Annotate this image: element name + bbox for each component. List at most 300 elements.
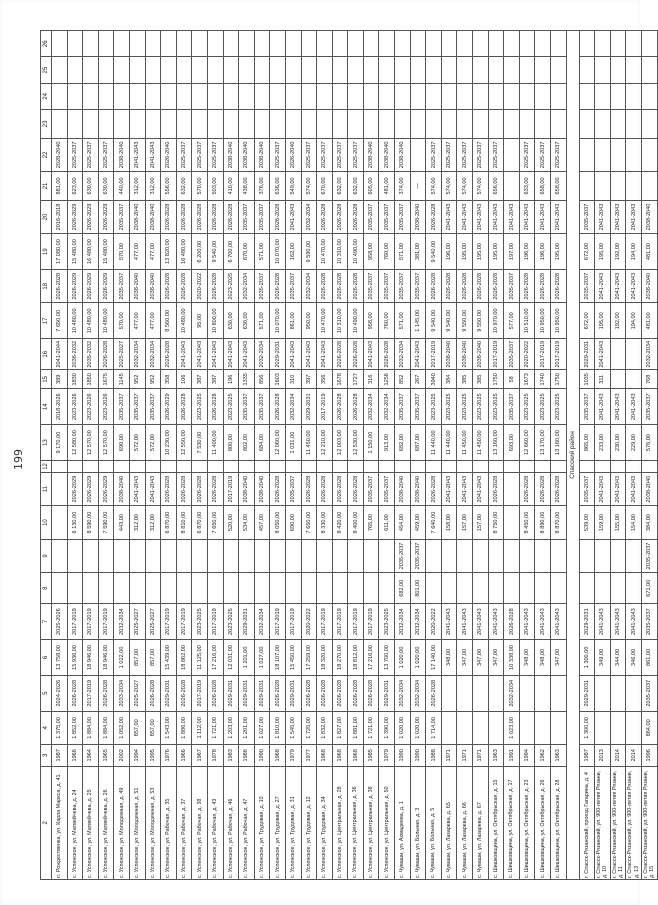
value-cell: 2038-2040 [641,270,657,303]
value-cell: 1966 [67,745,83,766]
value-cell: 2035-2037 [395,389,411,425]
value-cell [114,57,130,83]
value-cell: 11 440,00 [441,425,457,461]
value-cell: 574,00 [441,172,457,201]
address-cell: с. Шишковщина, ул. Октябрьская, д. 28 [551,766,567,879]
value-cell: 6 700,00 [223,234,239,270]
value-cell [488,460,504,472]
value-cell: 18 812,00 [348,640,364,676]
address-cell: с. Чуваши, ул. Больная, д. 5 [426,766,442,879]
value-cell [610,539,626,572]
value-cell: 10 480,00 [83,303,99,339]
value-cell: 1968 [332,745,348,766]
value-cell: 2020-2022 [192,270,208,303]
value-cell [67,573,83,604]
value-cell: 2026-2028 [98,675,114,711]
table-row [129,31,145,880]
value-cell [83,31,99,58]
value-cell: 2017-2019 [207,604,223,640]
value-cell [98,573,114,604]
value-cell [551,110,567,139]
value-cell: 1750 [488,370,504,389]
value-cell: 10 490,00 [348,234,364,270]
value-cell [254,460,270,472]
value-cell: 2026-2028 [270,389,286,425]
value-cell [519,675,535,711]
value-cell: 2035-2037 [129,389,145,425]
value-cell: 2026-2028 [317,472,333,505]
table-row [626,31,642,880]
value-cell: 7 650,00 [301,506,317,539]
value-cell [332,460,348,472]
value-cell: 2041-2043 [626,604,642,640]
value-cell [410,138,426,171]
value-cell: 2026-2028 [348,270,364,303]
value-cell [504,472,520,505]
value-cell: 1750 [551,370,567,389]
value-cell: 2035-2037 [379,472,395,505]
value-cell: 572,00 [145,425,161,461]
value-cell [488,83,504,109]
value-cell [579,573,595,604]
value-cell [457,675,473,711]
value-cell: 2029-2031 [579,604,595,640]
value-cell: 2038-2040 [641,200,657,233]
value-cell: 3940 [426,370,442,389]
value-cell: 2041-2043 [410,339,426,370]
value-cell: 2032-2034 [285,389,301,425]
value-cell [285,539,301,572]
value-cell [519,711,535,744]
value-cell: 15 450,00 [285,640,301,676]
register-table [40,30,658,880]
value-cell: 2026-2029 [67,200,83,233]
table-row [207,31,223,880]
value-cell [626,711,642,744]
value-cell: 384,00 [641,506,657,539]
value-cell: 2038-2040 [473,339,489,370]
value-cell: 9 170,00 [52,425,68,461]
value-cell: 1977 [301,745,317,766]
value-cell [488,57,504,83]
value-cell [473,31,489,58]
value-cell: 10 950,00 [551,303,567,339]
value-cell [610,460,626,472]
value-cell: 195,00 [595,303,611,339]
value-cell: 2041-2043 [551,604,567,640]
value-cell [145,31,161,58]
value-cell: 570,00 [192,172,208,201]
value-cell [488,110,504,139]
value-cell: 397 [301,370,317,389]
value-cell: 346,00 [626,640,642,676]
value-cell [488,675,504,711]
value-cell: 192,00 [610,234,626,270]
value-cell: 2023-2025 [473,389,489,425]
address-cell: с. Успенское, ул. Трудовая, д. 27 [270,766,286,879]
address-cell: с. Чуваши, ул. Лазарева, д. 66 [457,766,473,879]
value-cell: 2038-2040 [641,472,657,505]
value-cell: 2023-2025 [519,389,535,425]
value-cell: 1 545,00 [285,711,301,744]
value-cell: 2041-2043 [317,339,333,370]
value-cell: 2026-2028 [176,675,192,711]
value-cell: 1603 [270,370,286,389]
table-row [223,31,239,880]
table-row [473,31,489,880]
value-cell: 2041-2043 [595,270,611,303]
value-cell [83,573,99,604]
value-cell [379,83,395,109]
value-cell [410,460,426,472]
value-cell: 10 480,00 [67,303,83,339]
table-row [488,31,504,880]
column-number: 4 [41,711,52,744]
value-cell: 1963 [551,745,567,766]
value-cell: 8 810,00 [176,506,192,539]
address-cell: с. Успенское, ул. Матвейчева, д. 25 [83,766,99,879]
value-cell [504,506,520,539]
value-cell: 2041-2043 [610,200,626,233]
address-cell: п. Рождественка, ул. Карла Маркса, д. 41 [52,766,68,879]
column-number: 20 [41,200,52,233]
value-cell: 477,00 [129,234,145,270]
address-cell: с. Успенское, ул. Рабочая, д. 43 [207,766,223,879]
value-cell [610,339,626,370]
value-cell: 2038-2040 [363,138,379,171]
value-cell [114,110,130,139]
value-cell [504,460,520,472]
value-cell: 2038-2040 [114,138,130,171]
value-cell: 8 750,00 [488,506,504,539]
table-row [270,31,286,880]
value-cell [626,573,642,604]
value-cell: 356 [317,370,333,389]
value-cell: 348,00 [519,640,535,676]
value-cell: 2038-2040 [129,200,145,233]
value-cell: 2041-2043 [626,389,642,425]
value-cell [473,110,489,139]
value-cell [176,83,192,109]
value-cell: 2025-2027 [145,604,161,640]
value-cell [223,573,239,604]
value-cell: 1 300,00 [579,711,595,744]
value-cell: 7 590,00 [98,506,114,539]
value-cell [176,110,192,139]
value-cell: 1994 [129,745,145,766]
value-cell [254,57,270,83]
value-cell: 1035 [579,370,595,389]
value-cell [504,31,520,58]
value-cell: 632,00 [176,172,192,201]
value-cell: 16 480,00 [83,234,99,270]
value-cell: 2038-2040 [441,339,457,370]
value-cell: 2026-2040 [161,138,177,171]
value-cell [379,539,395,572]
value-cell: 2036-2032 [67,339,83,370]
value-cell: 2032-2034 [410,675,426,711]
value-cell: 2041-2043 [129,472,145,505]
value-cell [239,31,255,58]
value-cell [52,57,68,83]
value-cell: 1 031,00 [285,425,301,461]
value-cell: 2016-2018 [52,200,68,233]
value-cell: 672,00 [579,303,595,339]
value-cell [641,172,657,201]
value-cell: 636,00 [270,172,286,201]
value-cell [535,83,551,109]
value-cell: 2041-2043 [441,200,457,233]
value-cell [626,370,642,389]
value-cell: 196,00 [519,234,535,270]
value-cell: 2032-2034 [254,604,270,640]
value-cell: 632,00 [348,172,364,201]
value-cell: 2041-2043 [595,339,611,370]
value-cell [551,711,567,744]
value-cell [207,57,223,83]
value-cell [67,460,83,472]
value-cell [519,31,535,58]
column-number: 17 [41,303,52,339]
value-cell: 2035-2037 [285,270,301,303]
value-cell: 2029-2031 [270,339,286,370]
value-cell: 8 560,00 [161,303,177,339]
value-cell [626,31,642,58]
value-cell [114,31,130,58]
value-cell [595,31,611,58]
value-cell [114,83,130,109]
value-cell [270,110,286,139]
value-cell [473,57,489,83]
value-cell [595,460,611,472]
value-cell [317,57,333,83]
value-cell: 856 [254,370,270,389]
value-cell: 9 550,00 [457,303,473,339]
value-cell: 2032-2034 [379,389,395,425]
address-cell: с. Успенское, ул. Центральная, д. 36 [348,766,364,879]
value-cell: 1 150,00 [363,425,379,461]
table-row [317,31,333,880]
address-cell: с. Успенское, ул. Трудовая, д. 12 [301,766,317,879]
value-cell [535,57,551,83]
value-cell [626,339,642,370]
value-cell: 2024-2026 [52,675,68,711]
value-cell: 12 580,00 [67,425,83,461]
value-cell [535,675,551,711]
value-cell: 2032-2034 [504,675,520,711]
value-cell: 1678 [332,370,348,389]
address-cell: с. Успенское, ул. Рабочая, д. 38 [192,766,208,879]
value-cell: 481,00 [641,303,657,339]
value-cell [270,31,286,58]
value-cell: 348,00 [535,640,551,676]
value-cell [223,110,239,139]
value-cell: 2041-2043 [519,604,535,640]
value-cell: 2038-2040 [145,200,161,233]
value-cell [67,110,83,139]
value-cell: 229,00 [626,425,642,461]
value-cell [192,573,208,604]
value-cell [579,31,595,58]
value-cell: 2026-2028 [348,200,364,233]
column-number: 12 [41,460,52,472]
value-cell [441,83,457,109]
value-cell: 1 023,00 [504,711,520,744]
value-cell: 1 020,00 [410,711,426,744]
value-cell: 633,00 [519,172,535,201]
value-cell: 348,00 [441,640,457,676]
address-cell: с. Шишковщина, ул. Октябрьская, д. 15 [488,766,504,879]
value-cell: 2017-2019 [223,472,239,505]
value-cell: 1 721,00 [363,711,379,744]
column-number: 6 [41,640,52,676]
table-row [348,31,364,880]
value-cell: 2041-2043 [457,472,473,505]
value-cell: 194,00 [626,234,642,270]
value-cell [519,460,535,472]
value-cell: 2029-2031 [579,339,595,370]
value-cell: 312,00 [129,506,145,539]
value-cell: 18 107,00 [270,640,286,676]
value-cell: 387 [207,370,223,389]
table-row [161,31,177,880]
value-cell: 1971 [457,745,473,766]
value-cell: 2041-2043 [192,339,208,370]
value-cell [641,57,657,83]
value-cell: 2035-2037 [641,389,657,425]
value-cell [192,110,208,139]
value-cell: 2017-2019 [317,389,333,425]
value-cell [239,110,255,139]
value-cell [579,83,595,109]
value-cell [129,539,145,572]
value-cell: 2041-2043 [457,200,473,233]
value-cell: 17 216,00 [363,640,379,676]
value-cell [270,573,286,604]
value-cell: 952 [129,370,145,389]
value-cell [317,83,333,109]
value-cell: 2041-2043 [239,339,255,370]
value-cell [363,573,379,604]
value-cell: 2023-2025 [192,604,208,640]
value-cell [145,83,161,109]
value-cell: 2032-2034 [395,604,411,640]
value-cell: 2026-2028 [441,270,457,303]
value-cell [579,138,595,171]
value-cell: 2026-2028 [426,472,442,505]
value-cell: 760,00 [379,303,395,339]
value-cell [301,460,317,472]
value-cell: 2041-2043 [519,200,535,233]
value-cell: 2013 [595,745,611,766]
value-cell: 10 950,00 [535,303,551,339]
value-cell: 913,00 [379,425,395,461]
value-cell: 2035-2037 [641,539,657,572]
value-cell [176,539,192,572]
value-cell: 2026-2029 [83,200,99,233]
column-number: 22 [41,138,52,171]
value-cell [317,573,333,604]
value-cell: 630,00 [98,172,114,201]
value-cell: 2029-2031 [254,675,270,711]
value-cell [129,110,145,139]
value-cell: 2017-2019 [363,604,379,640]
value-cell: 2026-2028 [348,675,364,711]
value-cell: 8 890,00 [535,506,551,539]
address-cell: с. Успенское, ул. Центральная, д. 50 [379,766,395,879]
value-cell: 2035-2037 [504,339,520,370]
value-cell [504,138,520,171]
value-cell: 2041-2043 [207,339,223,370]
value-cell [379,110,395,139]
value-cell: 158,00 [441,506,457,539]
value-cell: 2038-2040 [457,339,473,370]
value-cell: 671,00 [641,573,657,604]
value-cell: 952 [145,370,161,389]
value-cell [161,31,177,58]
value-cell: 1 112,00 [192,711,208,744]
value-cell: 17 216,00 [207,640,223,676]
value-cell [519,110,535,139]
value-cell: 1963 [488,745,504,766]
value-cell: 2023-2026 [83,389,99,425]
value-cell: 10 480,00 [176,303,192,339]
value-cell: 2029-2031 [285,675,301,711]
value-cell: 1 375,00 [52,711,68,744]
value-cell: 2017-2019 [192,675,208,711]
value-cell [595,573,611,604]
value-cell: 1256 [379,370,395,389]
value-cell: 1990 [395,745,411,766]
value-cell: 2026-2028 [332,200,348,233]
value-cell: 2038-2040 [254,472,270,505]
value-cell: 10 470,00 [317,303,333,339]
value-cell: 2035-2037 [395,539,411,572]
value-cell: 9 550,00 [473,303,489,339]
value-cell [410,31,426,58]
page-number: 199 [12,449,25,470]
address-cell: с. Успенское, ул. Молодежная, д. 53 [145,766,161,879]
value-cell: 2017-2019 [270,604,286,640]
value-cell [473,711,489,744]
column-number: 18 [41,270,52,303]
value-cell: 2025-2037 [83,138,99,171]
value-cell: 154,00 [626,506,642,539]
value-cell: 2026-2029 [98,472,114,505]
value-cell [83,110,99,139]
value-cell: 2035-2037 [145,389,161,425]
value-cell [610,31,626,58]
value-cell: 12 060,00 [270,425,286,461]
value-cell: 197,00 [504,234,520,270]
value-cell [192,57,208,83]
value-cell [457,110,473,139]
value-cell [348,573,364,604]
address-cell: с. Успенское, ул. Молодежная, д. 49 [114,766,130,879]
value-cell: 8 400,00 [348,506,364,539]
value-cell [52,110,68,139]
value-cell [519,539,535,572]
value-cell: 2035-2037 [504,270,520,303]
value-cell: 1 721,00 [207,711,223,744]
value-cell: 12 550,00 [176,425,192,461]
value-cell: 12 210,00 [317,425,333,461]
value-cell: 1990 [254,745,270,766]
value-cell: 1983 [223,745,239,766]
value-cell: 459,00 [410,506,426,539]
value-cell: 2041-2043 [363,339,379,370]
value-cell: 693,00 [504,425,520,461]
